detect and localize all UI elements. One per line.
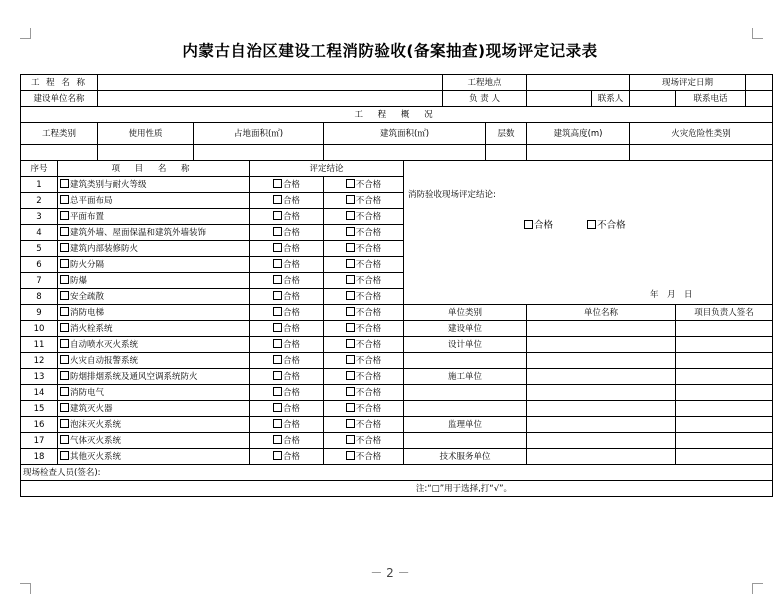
project-location-label: 工程地点 [443,75,527,91]
inspector-signature[interactable]: 现场检查人员(签名): [21,465,773,481]
item-fail-option[interactable]: 不合格 [324,433,404,449]
item-name[interactable]: 平面布置 [58,209,250,225]
checkbox-icon [273,259,282,268]
checkbox-icon [60,451,69,460]
unit-type-constructor: 施工单位 [404,369,527,385]
phone-field[interactable] [746,91,773,107]
checkbox-icon [273,211,282,220]
checkbox-icon [273,387,282,396]
unit-signature-field[interactable] [676,353,773,369]
item-pass-option[interactable]: 合格 [250,369,324,385]
item-no: 16 [21,417,58,433]
phone-label: 联系电话 [676,91,746,107]
item-pass-option[interactable]: 合格 [250,209,324,225]
item-no: 9 [21,305,58,321]
builder-label: 建设单位名称 [21,91,98,107]
item-name[interactable]: 泡沫灭火系统 [58,417,250,433]
overview-val-category[interactable] [21,145,98,161]
checkbox-icon [346,323,355,332]
overview-col-category: 工程类别 [21,123,98,145]
checkbox-icon [60,371,69,380]
checkbox-icon [60,323,69,332]
checkbox-icon [346,435,355,444]
unit-signature-field[interactable] [676,449,773,465]
eval-date-label: 现场评定日期 [630,75,746,91]
unit-type-blank [404,401,527,417]
evaluation-form [20,74,773,497]
conclusion-date: 年 月 日 [650,290,693,300]
unit-signature-field[interactable] [676,401,773,417]
item-name[interactable]: 建筑类别与耐火等级 [58,177,250,193]
item-fail-option[interactable]: 不合格 [324,273,404,289]
page-number: － 2 － [370,566,410,580]
conclusion-box [404,161,773,305]
item-fail-option[interactable]: 不合格 [324,193,404,209]
item-no: 8 [21,289,58,305]
checkbox-icon [524,220,533,229]
unit-signature-field[interactable] [676,433,773,449]
checkbox-icon [273,275,282,284]
checkbox-icon [346,195,355,204]
item-no: 17 [21,433,58,449]
checkbox-icon [273,355,282,364]
unit-name-field[interactable] [527,417,676,433]
crop-mark-top-right [752,28,763,39]
item-no: 6 [21,257,58,273]
item-row [21,417,773,433]
item-no: 12 [21,353,58,369]
units-col-signature: 项目负责人签名 [676,305,773,321]
overview-val-height[interactable] [527,145,630,161]
item-no: 3 [21,209,58,225]
item-fail-option[interactable]: 不合格 [324,289,404,305]
checkbox-icon [273,307,282,316]
item-row [21,401,773,417]
item-name[interactable]: 消防电梯 [58,305,250,321]
overview-col-fire-class: 火灾危险性类别 [630,123,773,145]
checkbox-icon [346,307,355,316]
item-row [21,385,773,401]
page-title: 内蒙古自治区建设工程消防验收(备案抽查)现场评定记录表 [182,42,598,60]
item-fail-option[interactable]: 不合格 [324,241,404,257]
checkbox-icon [273,227,282,236]
conclusion-label: 消防验收现场评定结论: [408,190,496,200]
item-pass-option[interactable]: 合格 [250,433,324,449]
item-name[interactable]: 安全疏散 [58,289,250,305]
project-location-field[interactable] [527,75,630,91]
unit-signature-field[interactable] [676,385,773,401]
project-name-field[interactable] [98,75,443,91]
unit-signature-field[interactable] [676,321,773,337]
item-row [21,449,773,465]
checkbox-icon [60,227,69,236]
overview-val-use[interactable] [98,145,194,161]
item-row [21,433,773,449]
overview-val-land-area[interactable] [194,145,324,161]
item-fail-option[interactable]: 不合格 [324,225,404,241]
item-name[interactable]: 建筑灭火器 [58,401,250,417]
item-row [21,305,773,321]
item-row [21,353,773,369]
builder-field[interactable] [98,91,443,107]
item-name[interactable]: 消火栓系统 [58,321,250,337]
checkbox-icon [60,339,69,348]
crop-mark-bottom-right [752,583,763,594]
item-name[interactable]: 防爆 [58,273,250,289]
overview-heading: 工 程 概 况 [21,107,773,123]
conclusion-pass-option[interactable]: 合格 [524,220,553,231]
item-name[interactable]: 消防电气 [58,385,250,401]
item-pass-option[interactable]: 合格 [250,305,324,321]
item-pass-option[interactable]: 合格 [250,337,324,353]
item-fail-option[interactable]: 不合格 [324,449,404,465]
item-fail-option[interactable]: 不合格 [324,369,404,385]
checkbox-icon [273,371,282,380]
item-name[interactable]: 防烟排烟系统及通风空调系统防火 [58,369,250,385]
checkbox-icon [273,451,282,460]
contact-field[interactable] [630,91,676,107]
item-name[interactable]: 火灾自动报警系统 [58,353,250,369]
checkbox-icon [346,371,355,380]
unit-name-field[interactable] [527,401,676,417]
contact-label: 联系人 [592,91,630,107]
item-name[interactable]: 气体灭火系统 [58,433,250,449]
checkbox-icon [60,387,69,396]
checkbox-icon [346,211,355,220]
checkbox-icon [60,211,69,220]
item-pass-option[interactable]: 合格 [250,177,324,193]
checkbox-icon [60,243,69,252]
item-pass-option[interactable]: 合格 [250,449,324,465]
checkbox-icon [346,403,355,412]
checkbox-icon [273,291,282,300]
overview-col-height: 建筑高度(m) [527,123,630,145]
checkbox-icon [346,243,355,252]
item-name[interactable]: 自动喷水灭火系统 [58,337,250,353]
unit-name-field[interactable] [527,353,676,369]
item-name[interactable]: 建筑内部装修防火 [58,241,250,257]
checkbox-icon [60,179,69,188]
checkbox-icon [60,259,69,268]
checkbox-icon [60,419,69,428]
unit-name-field[interactable] [527,433,676,449]
item-name[interactable]: 总平面布局 [58,193,250,209]
checkbox-icon [273,323,282,332]
item-pass-option[interactable]: 合格 [250,385,324,401]
person-in-charge-label: 负 责 人 [443,91,527,107]
item-name[interactable]: 建筑外墙、屋面保温和建筑外墙装饰 [58,225,250,241]
checkbox-icon [273,435,282,444]
unit-type-blank [404,353,527,369]
item-fail-option[interactable]: 不合格 [324,257,404,273]
checkbox-icon [60,291,69,300]
item-fail-option[interactable]: 不合格 [324,305,404,321]
overview-val-building-area[interactable] [324,145,486,161]
project-name-label: 工 程 名 称 [21,75,98,91]
checkbox-icon [273,339,282,348]
crop-mark-top-left [20,28,31,39]
item-no: 11 [21,337,58,353]
item-no: 1 [21,177,58,193]
item-fail-option[interactable]: 不合格 [324,353,404,369]
item-fail-option[interactable]: 不合格 [324,401,404,417]
item-pass-option[interactable]: 合格 [250,353,324,369]
item-row [21,321,773,337]
item-fail-option[interactable]: 不合格 [324,209,404,225]
person-in-charge-field[interactable] [527,91,592,107]
checkbox-icon [60,307,69,316]
item-fail-option[interactable]: 不合格 [324,385,404,401]
unit-type-tech-service: 技术服务单位 [404,449,527,465]
item-no: 4 [21,225,58,241]
item-pass-option[interactable]: 合格 [250,241,324,257]
item-no: 10 [21,321,58,337]
unit-type-blank [404,385,527,401]
overview-val-fire-class[interactable] [630,145,773,161]
item-name[interactable]: 其他灭火系统 [58,449,250,465]
checkbox-icon [346,451,355,460]
unit-name-field[interactable] [527,321,676,337]
checkbox-icon [273,403,282,412]
conclusion-fail-option[interactable]: 不合格 [587,220,626,231]
item-pass-option[interactable]: 合格 [250,257,324,273]
form-note: 注:“□”用于选择,打“√”。 [21,481,773,497]
checkbox-icon [346,339,355,348]
item-fail-option[interactable]: 不合格 [324,321,404,337]
eval-date-field[interactable] [746,75,773,91]
checkbox-icon [273,243,282,252]
units-col-name: 单位名称 [527,305,676,321]
items-col-name: 项 目 名 称 [58,161,250,177]
unit-signature-field[interactable] [676,417,773,433]
checkbox-icon [346,387,355,396]
unit-signature-field[interactable] [676,369,773,385]
item-no: 18 [21,449,58,465]
item-no: 15 [21,401,58,417]
item-pass-option[interactable]: 合格 [250,289,324,305]
unit-name-field[interactable] [527,369,676,385]
checkbox-icon [60,435,69,444]
checkbox-icon [273,179,282,188]
unit-name-field[interactable] [527,449,676,465]
item-pass-option[interactable]: 合格 [250,193,324,209]
checkbox-icon [587,220,596,229]
checkbox-icon [60,403,69,412]
checkbox-icon [346,275,355,284]
checkbox-icon [346,291,355,300]
checkbox-icon [60,195,69,204]
item-pass-option[interactable]: 合格 [250,321,324,337]
items-col-result: 评定结论 [250,161,404,177]
unit-type-blank [404,433,527,449]
item-pass-option[interactable]: 合格 [250,417,324,433]
checkbox-icon [273,195,282,204]
overview-col-land-area: 占地面积(㎡) [194,123,324,145]
item-no: 7 [21,273,58,289]
checkbox-icon [346,419,355,428]
unit-name-field[interactable] [527,385,676,401]
item-name[interactable]: 防火分隔 [58,257,250,273]
item-no: 5 [21,241,58,257]
item-fail-option[interactable]: 不合格 [324,177,404,193]
item-no: 14 [21,385,58,401]
item-pass-option[interactable]: 合格 [250,401,324,417]
item-pass-option[interactable]: 合格 [250,225,324,241]
overview-col-floors: 层数 [486,123,527,145]
items-col-no: 序号 [21,161,58,177]
item-no: 13 [21,369,58,385]
unit-type-designer: 设计单位 [404,337,527,353]
checkbox-icon [60,275,69,284]
crop-mark-bottom-left [20,583,31,594]
unit-type-supervisor: 监理单位 [404,417,527,433]
overview-col-use: 使用性质 [98,123,194,145]
conclusion-choice [524,219,626,233]
item-fail-option[interactable]: 不合格 [324,417,404,433]
unit-signature-field[interactable] [676,337,773,353]
overview-col-building-area: 建筑面积(㎡) [324,123,486,145]
item-row [21,369,773,385]
unit-type-builder: 建设单位 [404,321,527,337]
unit-name-field[interactable] [527,337,676,353]
item-row [21,337,773,353]
checkbox-icon [60,355,69,364]
item-no: 2 [21,193,58,209]
units-col-type: 单位类别 [404,305,527,321]
checkbox-icon [273,419,282,428]
checkbox-icon [346,227,355,236]
overview-val-floors[interactable] [486,145,527,161]
item-fail-option[interactable]: 不合格 [324,337,404,353]
checkbox-icon [346,179,355,188]
item-pass-option[interactable]: 合格 [250,273,324,289]
checkbox-icon [346,355,355,364]
checkbox-icon [346,259,355,268]
